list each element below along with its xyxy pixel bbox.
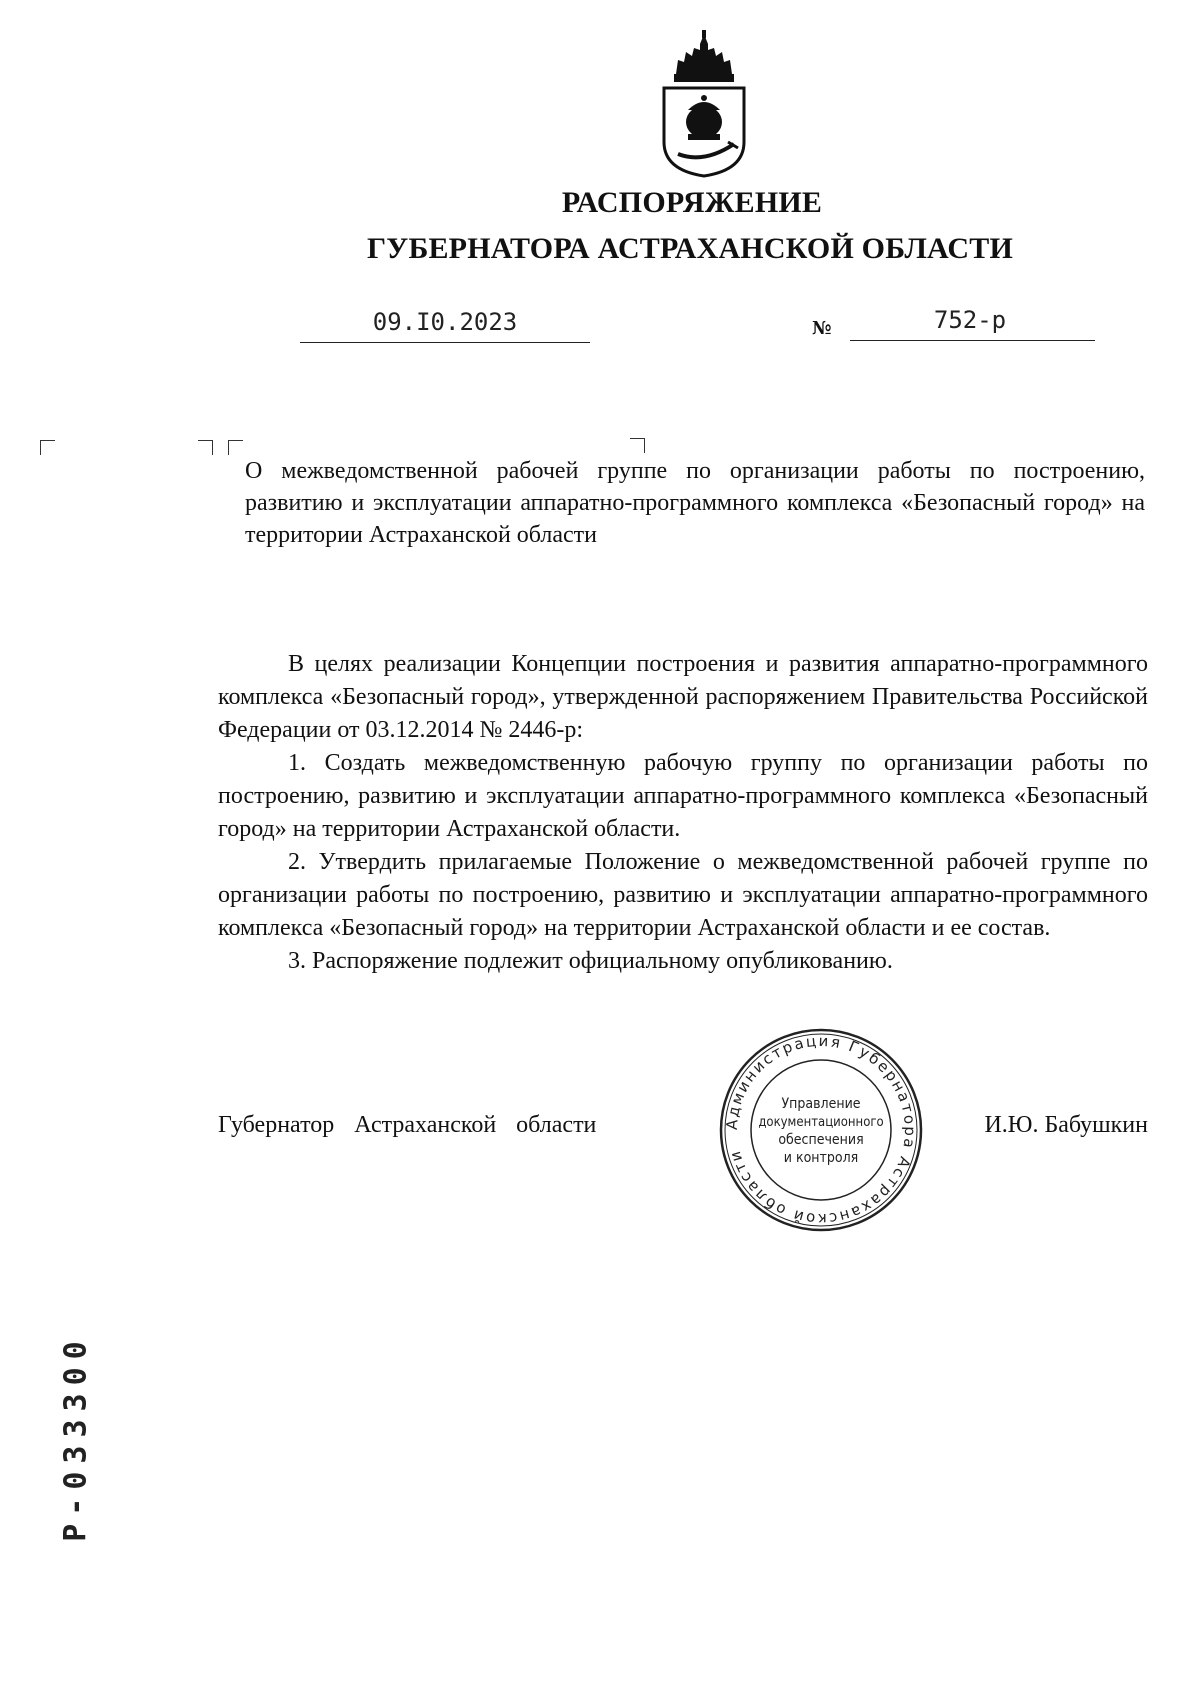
stamp-inner-line: Управление [781, 1096, 861, 1112]
number-underline [850, 340, 1095, 341]
signatory-name: И.Ю. Бабушкин [984, 1112, 1148, 1138]
stamp-inner-line: обеспечения [778, 1132, 864, 1148]
item-3-paragraph: 3. Распоряжение подлежит официальному опубликованию. [288, 948, 893, 974]
preamble-paragraph: В целях реализации Концепции построения и развития аппаратно-программного комплекса «Безопасный город», утвержденной распоряжением Правительства Российской Федерации от 03.12.2014 № 2446-р: [218, 651, 1148, 743]
subject-corner-mark [198, 440, 213, 455]
document-subject: О межведомственной рабочей группе по организации работы по построению, развитию и эксплуатации аппаратно-программного комплекса «Безопасный город» на территории Астраханской области [245, 458, 1145, 548]
item-2-paragraph: 2. Утвердить прилагаемые Положение о межведомственной рабочей группе по организации работы по построению, развитию и эксплуатации аппаратно-программного комплекса «Безопасный город» на территории Астраханской области и ее состав. [218, 849, 1148, 941]
stamp-outer-text: Администрация Губернатора Астраханской области [722, 1031, 920, 1229]
document-body [218, 648, 1148, 978]
margin-corner-mark [40, 440, 55, 455]
number-label: № [812, 318, 832, 339]
date-underline [300, 342, 590, 343]
signatory-position: Губернатор Астраханской области [218, 1112, 597, 1138]
form-serial-number: Р-033300 [58, 1333, 94, 1542]
stamp-inner-line: документационного [758, 1115, 884, 1130]
coat-of-arms-icon [658, 30, 750, 178]
form-serial-container [26, 1333, 126, 1542]
document-type-title: РАСПОРЯЖЕНИЕ [561, 186, 823, 219]
registration-date: 09.I0.2023 [372, 308, 518, 336]
item-1-paragraph: 1. Создать межведомственную рабочую группу по организации работы по построению, развитию и эксплуатации аппаратно-программного комплекса «Безопасный город» на территории Астраханской области. [218, 750, 1148, 842]
registration-number: 752-р [933, 306, 1007, 334]
issuer-title: ГУБЕРНАТОРА АСТРАХАНСКОЙ ОБЛАСТИ [366, 232, 1014, 265]
subject-corner-mark [630, 438, 645, 453]
subject-corner-mark [228, 440, 243, 455]
official-stamp [717, 1026, 925, 1234]
stamp-inner-line: и контроля [783, 1150, 859, 1166]
